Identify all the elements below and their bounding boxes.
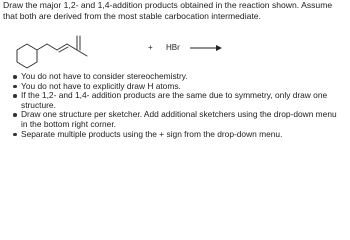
instruction-item: You do not have to consider stereochemistry. <box>13 72 343 82</box>
reagent-hbr: HBr <box>166 43 180 52</box>
bond-ring-chain <box>37 44 47 50</box>
right-arrow-icon <box>190 44 222 52</box>
instruction-item: If the 1,2- and 1,4- addition products are the same due to symmetry, only draw one structure. <box>13 91 343 110</box>
instruction-list <box>13 72 343 139</box>
question-text: Draw the major 1,2- and 1,4-addition products obtained in the reaction shown. Assume that both are derived from the most stable carbocation intermediate. <box>3 0 333 21</box>
bond-methyl <box>77 50 87 56</box>
instruction-item: Draw one structure per sketcher. Add additional sketchers using the drop-down menu in the bottom right corner. <box>13 110 343 129</box>
instruction-item: Separate multiple products using the + sign from the drop-down menu. <box>13 130 343 140</box>
double-bond-1a <box>57 44 67 50</box>
plus-sign: + <box>148 43 153 52</box>
cyclohexane-ring <box>17 44 37 68</box>
bond-chain-1 <box>47 44 57 50</box>
instruction-item: You do not have to explicitly draw H atoms. <box>13 82 343 92</box>
